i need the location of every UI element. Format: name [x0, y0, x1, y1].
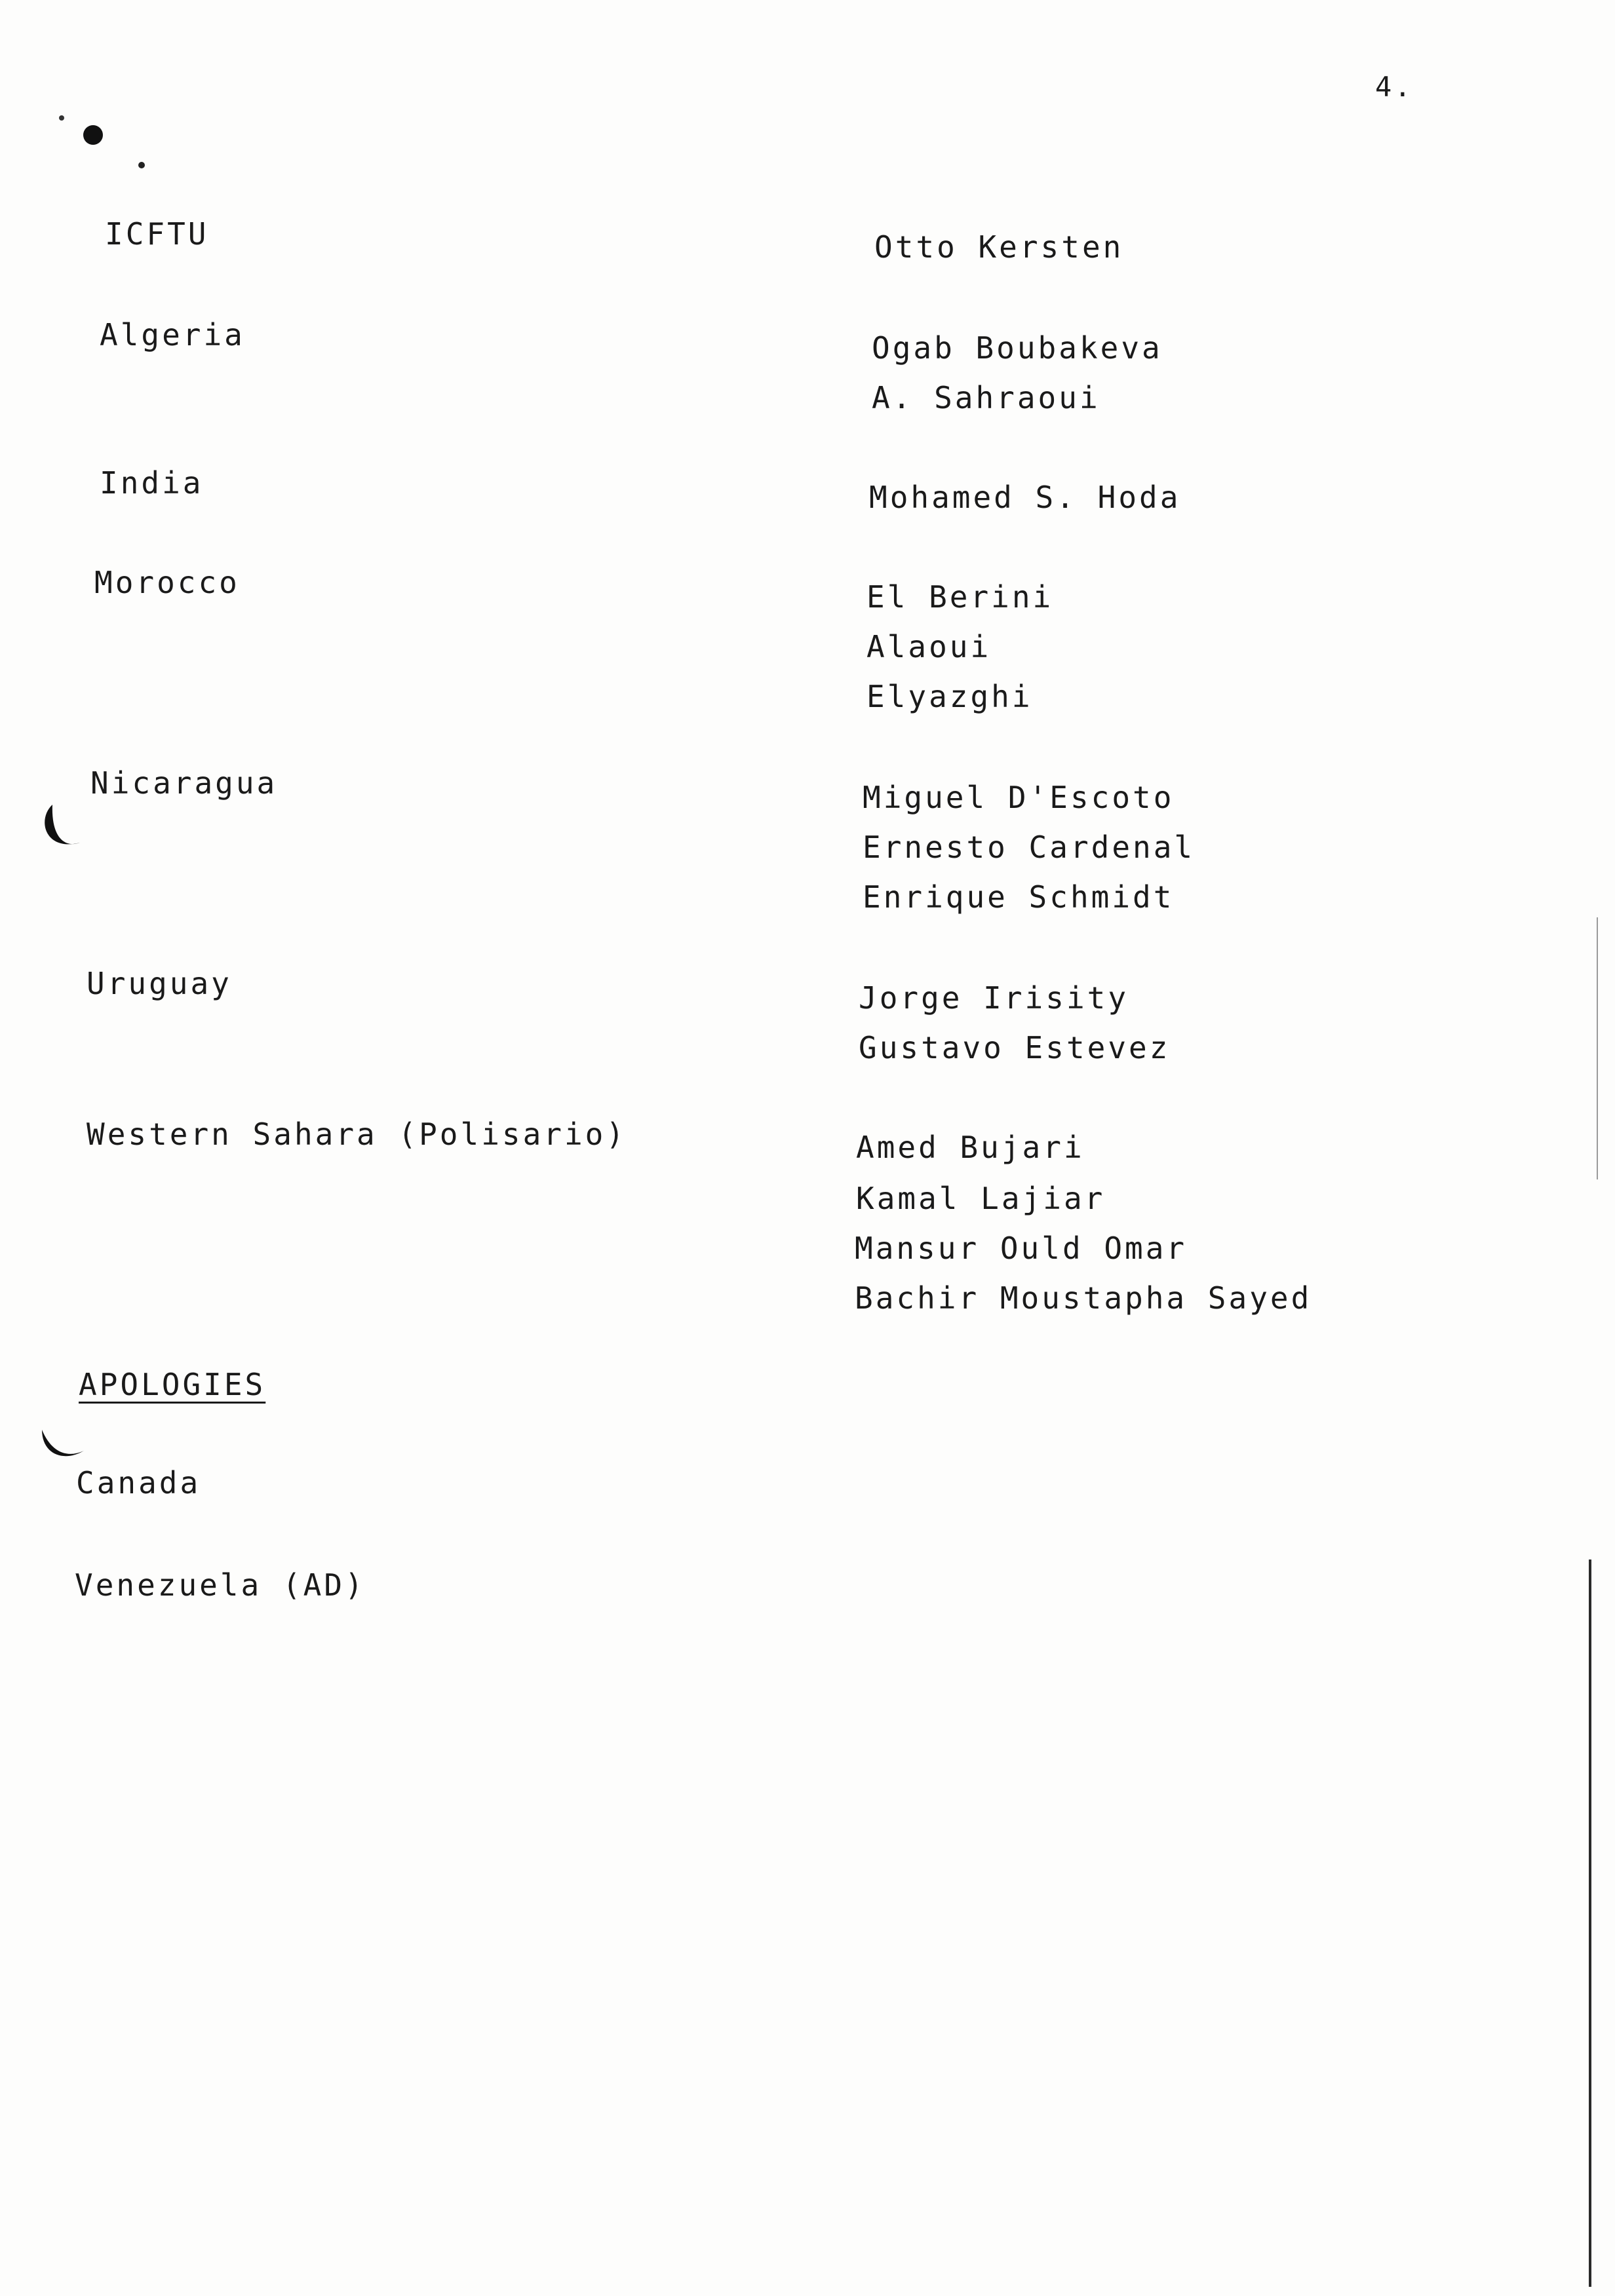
delegate-name: Gustavo Estevez: [859, 1030, 1171, 1065]
apology-item: Canada: [76, 1465, 201, 1501]
delegate-name: Mansur Ould Omar: [855, 1231, 1188, 1266]
page-edge-line-faint: [1597, 917, 1598, 1179]
delegate-name: Alaoui: [866, 629, 992, 664]
delegate-name: Ernesto Cardenal: [863, 830, 1196, 865]
country-label: India: [100, 465, 204, 501]
delegate-name: Otto Kersten: [874, 229, 1124, 265]
country-label: ICFTU: [105, 216, 209, 252]
delegate-name: Mohamed S. Hoda: [869, 480, 1181, 515]
country-label: Nicaragua: [90, 765, 278, 801]
punch-hole-mark-middle: [39, 799, 98, 865]
punch-hole-mark-top: [52, 105, 151, 177]
delegate-name: Miguel D'Escoto: [863, 780, 1175, 815]
delegate-name: Bachir Moustapha Sayed: [855, 1280, 1312, 1316]
delegate-name: Elyazghi: [866, 679, 1033, 714]
country-label: Morocco: [94, 565, 240, 600]
delegate-name: A. Sahraoui: [872, 380, 1100, 415]
country-label: Algeria: [100, 317, 245, 353]
delegate-name: Enrique Schmidt: [863, 879, 1175, 915]
apologies-heading: APOLOGIES: [79, 1367, 266, 1402]
page-number: 4.: [1375, 71, 1414, 103]
delegate-name: Jorge Irisity: [859, 980, 1129, 1016]
page-edge-line: [1589, 1559, 1591, 2287]
country-label: Western Sahara (Polisario): [87, 1117, 627, 1152]
apology-item: Venezuela (AD): [75, 1567, 366, 1603]
delegate-name: El Berini: [866, 579, 1054, 615]
country-label: Uruguay: [87, 966, 232, 1001]
delegate-name: Kamal Lajiar: [856, 1181, 1106, 1216]
delegate-name: Ogab Boubakeva: [872, 330, 1163, 366]
delegate-name: Amed Bujari: [856, 1130, 1085, 1165]
